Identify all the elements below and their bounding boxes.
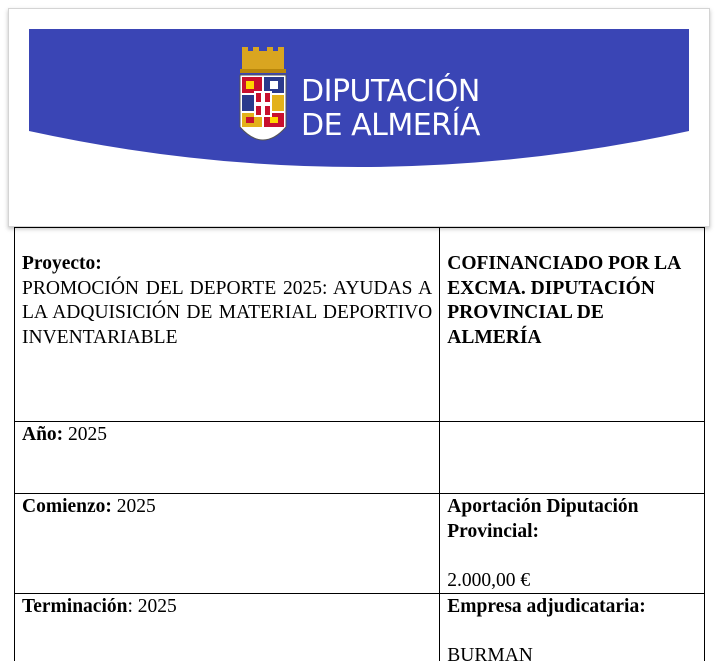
year-cell (15, 422, 440, 494)
logo-line-1: DIPUTACIÓN (301, 74, 480, 109)
start-value: 2025 (111, 496, 156, 517)
contribution-value: 2.000,00 € (447, 569, 531, 591)
project-value: PROMOCIÓN DEL DEPORTE 2025: AYUDAS A LA ADQUISICIÓN DE MATERIAL DEPORTIVO INVENTARIABLE (22, 277, 433, 348)
empty-cell (440, 422, 705, 494)
contribution-label: Aportación Diputación Provincial: (447, 496, 639, 542)
project-info-table (14, 227, 705, 661)
project-cell (15, 228, 440, 422)
end-cell (15, 594, 440, 661)
year-value: 2025 (63, 424, 108, 445)
logo-wordmark (301, 75, 480, 143)
table-row (15, 228, 705, 422)
logo-line-2: DE ALMERÍA (301, 108, 480, 143)
table-row (15, 494, 705, 594)
table-row (15, 594, 705, 661)
company-label: Empresa adjudicataria: (447, 596, 646, 617)
cofinanced-text: COFINANCIADO POR LA EXCMA. DIPUTACIÓN PROVINCIAL DE ALMERÍA (447, 253, 681, 348)
start-label: Comienzo: (22, 496, 112, 517)
company-value: BURMAN (447, 645, 533, 661)
table-row (15, 422, 705, 494)
start-cell (15, 494, 440, 594)
spacer (447, 620, 697, 645)
end-label: Terminación (22, 596, 128, 617)
end-value: : 2025 (127, 596, 177, 617)
header-banner (8, 8, 710, 227)
contribution-cell (440, 494, 705, 594)
cofinanced-cell (440, 228, 705, 422)
coat-of-arms-icon (236, 47, 290, 153)
project-label: Proyecto: (22, 253, 102, 274)
spacer (447, 544, 697, 569)
company-cell (440, 594, 705, 661)
year-label: Año: (22, 424, 64, 445)
